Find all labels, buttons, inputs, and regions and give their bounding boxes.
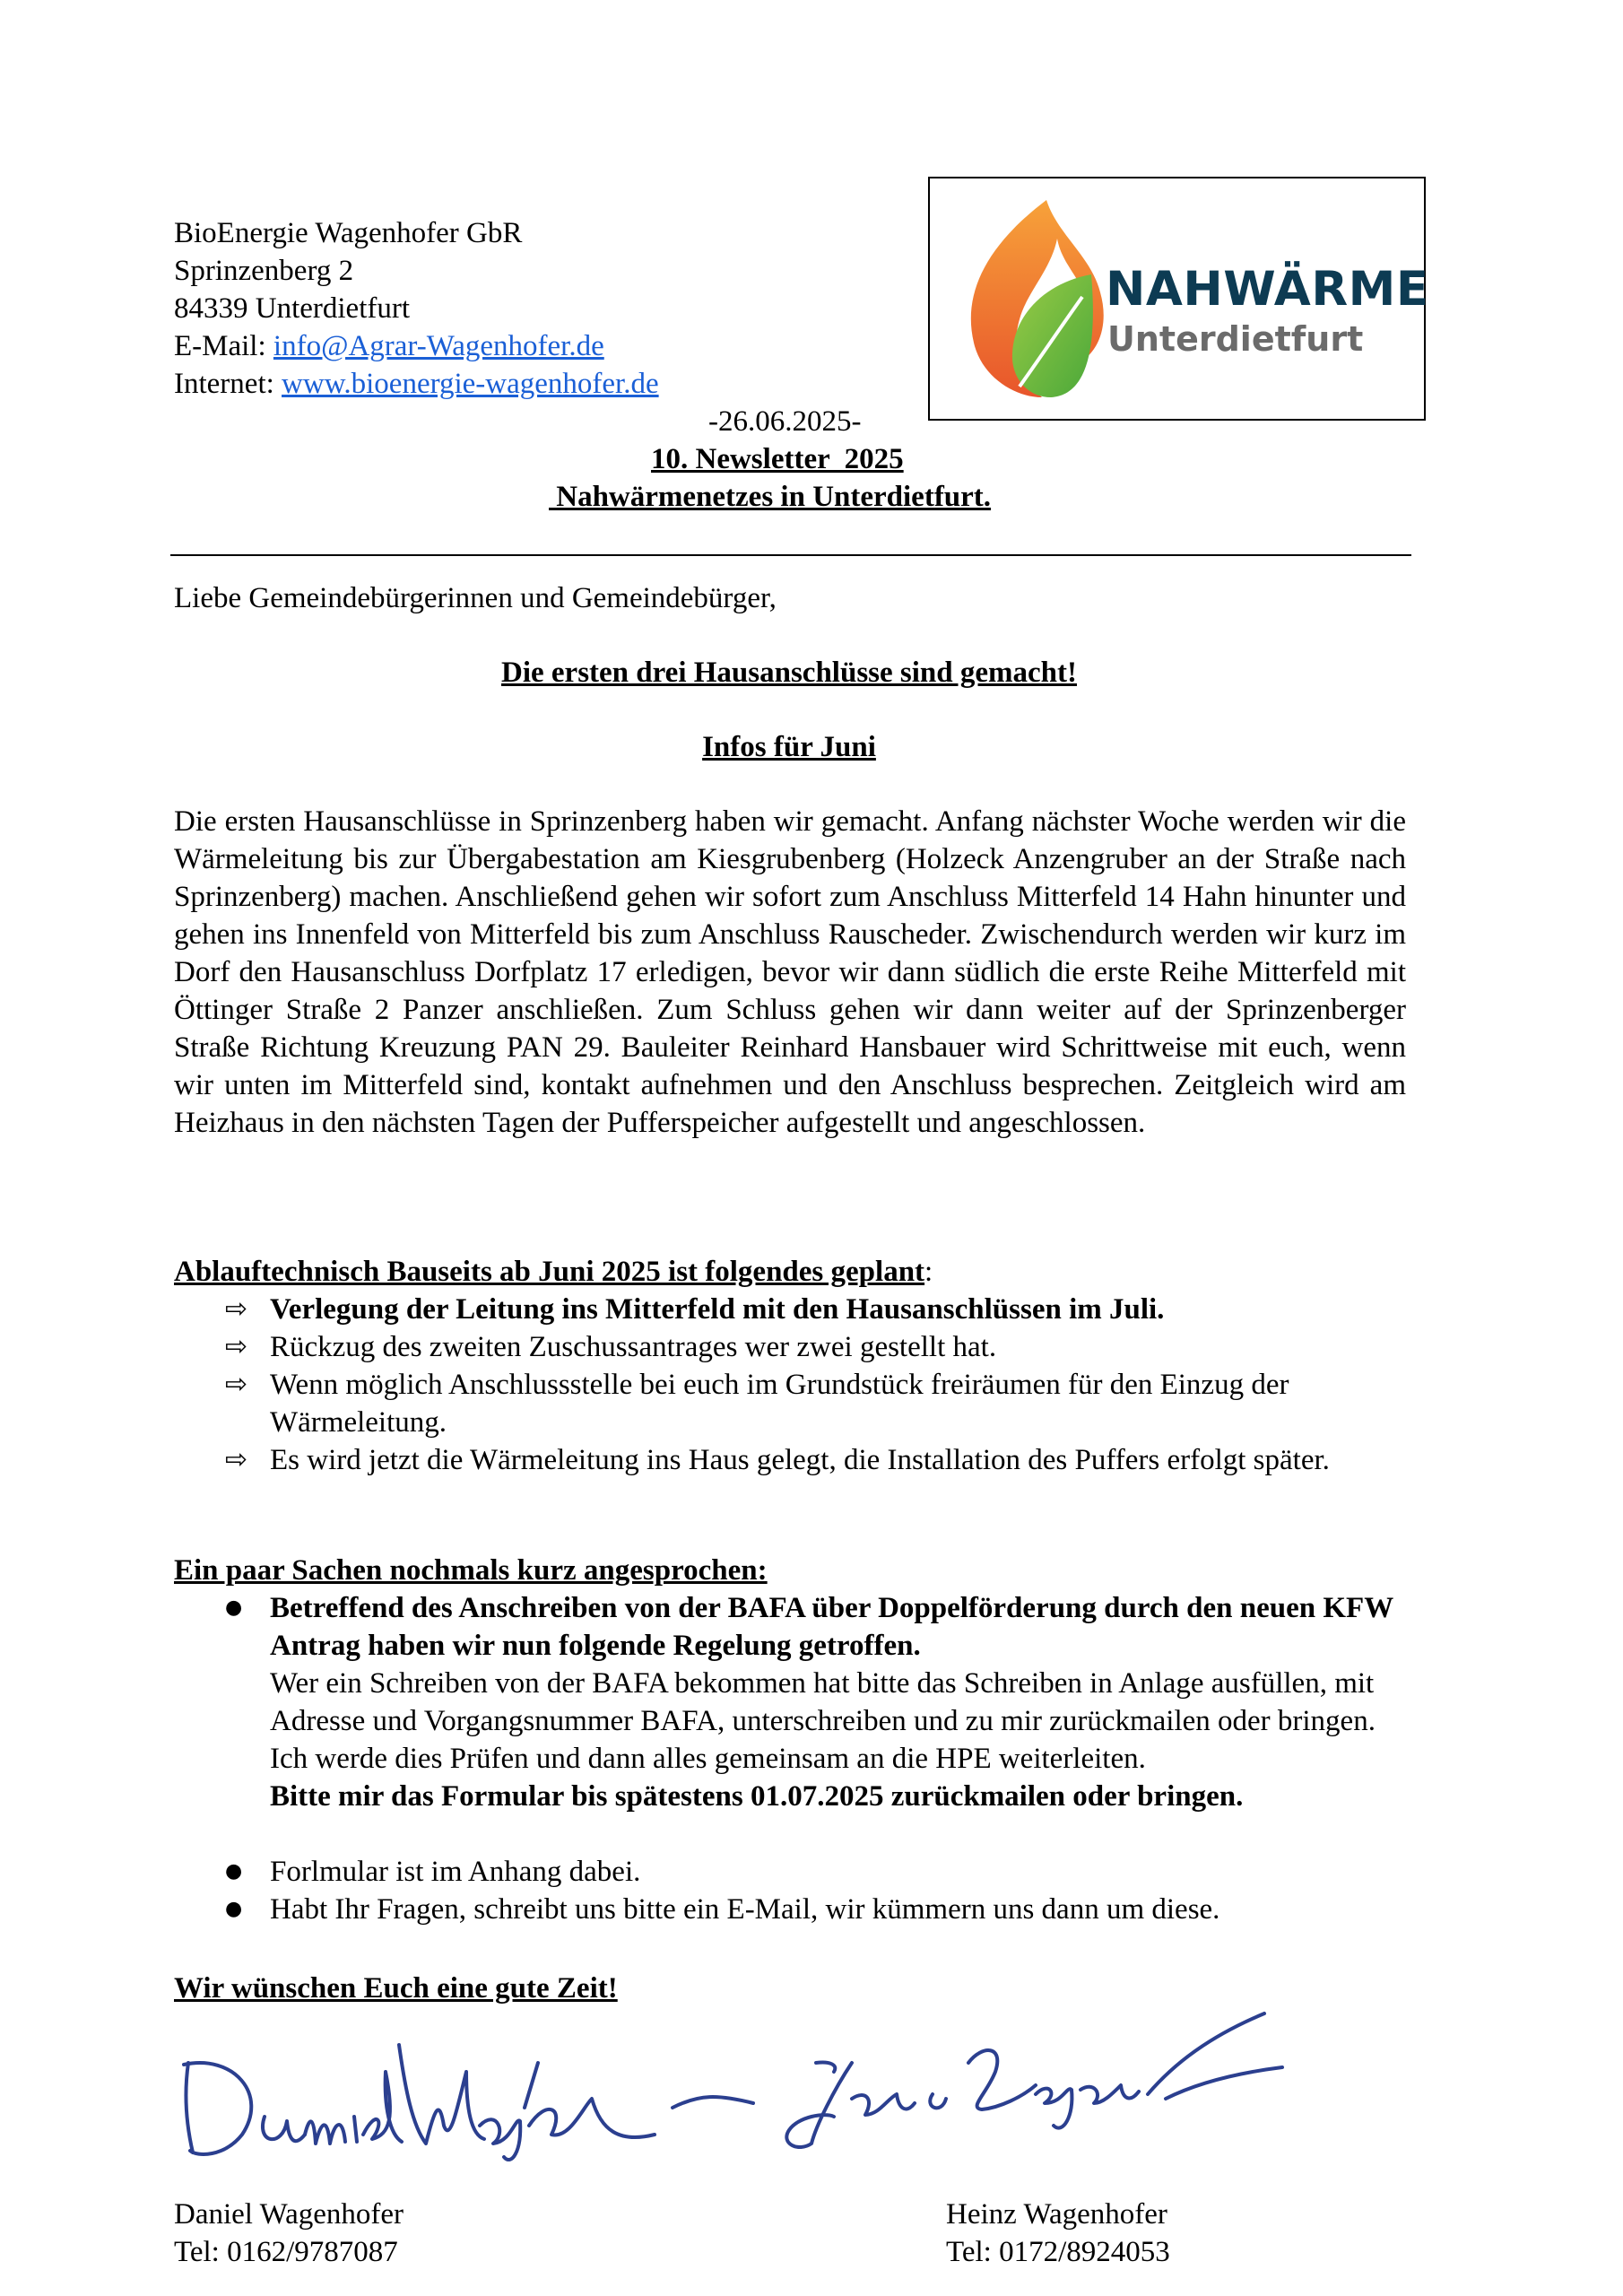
signatory-tel: Tel: 0172/8924053 bbox=[946, 2236, 1170, 2268]
bafa-instructions: Wer ein Schreiben von der BAFA bekommen hat bitte das Schreiben in Anlage ausfüllen, mit Adresse und Vorgangsnummer BAFA, unterschreiben und zu mir zurückmailen oder bringen. bbox=[270, 1667, 1376, 1737]
plan-heading-colon: : bbox=[924, 1256, 933, 1288]
bafa-forward-note: Ich werde dies Prüfen und dann alles gemeinsam an die HPE weiterleiten. bbox=[270, 1743, 1146, 1775]
signatory-tel: Tel: 0162/9787087 bbox=[174, 2236, 398, 2268]
logo bbox=[928, 177, 1429, 421]
company-name: BioEnergie Wagenhofer GbR bbox=[174, 217, 523, 249]
email-label: E-Mail: bbox=[174, 330, 273, 362]
newsletter-subject: Nahwärmenetzes in Unterdietfurt. bbox=[549, 481, 992, 513]
signatory-name: Heinz Wagenhofer bbox=[946, 2198, 1167, 2231]
newsletter-number: 10. Newsletter 2025 bbox=[651, 443, 904, 475]
body-paragraph: Die ersten Hausanschlüsse in Sprinzenberg haben wir gemacht. Anfang nächster Woche werden wir die Wärmeleitung bis zur Übergabestation am Kiesgrubenberg (Holzeck Anzengruber an der Straße nach Sprinzenberg) machen. Anschließend gehen wir sofort zum Anschluss Mitterfeld 14 Hahn hinunter und gehen ins Innenfeld von Mitterfeld bis zum Anschluss Rauscheder. Zwischendurch werden wir kurz im Dorf den Hausanschluss Dorfplatz 17 erledigen, bevor wir dann südlich die erste Reihe Mitterfeld mit Öttinger Straße 2 Panzer anschließen. Zum Schluss gehen wir dann weiter auf der Sprinzenberger Straße Richtung Kreuzung PAN 29. Bauleiter Reinhard Hansbauer wird Schrittweise mit euch, wenn wir unten im Mitterfeld sind, kontakt aufnehmen und den Anschluss besprechen. Zeitgleich wird am Heizhaus in den nächsten Tagen der Pufferspeicher aufgestellt und angeschlossen. bbox=[174, 805, 1406, 1139]
headline: Die ersten drei Hausanschlüsse sind gemacht! bbox=[501, 657, 1077, 689]
handwritten-signatures bbox=[170, 2009, 1300, 2179]
bafa-deadline: Bitte mir das Formular bis spätestens 01.07.2025 zurückmailen oder bringen. bbox=[270, 1780, 1244, 1813]
logo-title: NAHWÄRME bbox=[1106, 262, 1429, 317]
bafa-bold-text: Betreffend des Anschreiben von der BAFA über Doppelförderung durch den neuen KFW Antrag haben wir nun folgende Regelung getroffen. bbox=[270, 1592, 1393, 1662]
web-link[interactable]: www.bioenergie-wagenhofer.de bbox=[282, 368, 659, 400]
signatory-name: Daniel Wagenhofer bbox=[174, 2198, 404, 2231]
plan-heading-text: Ablauftechnisch Bauseits ab Juni 2025 ist folgendes geplant bbox=[174, 1256, 925, 1288]
questions-text: Habt Ihr Fragen, schreibt uns bitte ein E-Mail, wir kümmern uns dann um diese. bbox=[270, 1893, 1220, 1926]
bafa-item bbox=[270, 1589, 1418, 1815]
arrow-right-outline-icon: ⇨ bbox=[225, 1331, 248, 1362]
greeting: Liebe Gemeindebürgerinnen und Gemeindebürger, bbox=[174, 582, 777, 614]
letter-date: -26.06.2025- bbox=[708, 405, 862, 438]
plan-item-text: Verlegung der Leitung ins Mitterfeld mit den Hausanschlüssen im Juli. bbox=[270, 1293, 1165, 1326]
form-attached-text: Forlmular ist im Anhang dabei. bbox=[270, 1856, 641, 1888]
sender-address bbox=[174, 214, 981, 403]
web-line bbox=[174, 365, 981, 403]
logo-subtitle: Unterdietfurt bbox=[1107, 319, 1364, 359]
divider bbox=[170, 554, 1411, 556]
plan-item-text: Rückzug des zweiten Zuschussantrages wer zwei gestellt hat. bbox=[270, 1331, 997, 1363]
points-heading: Ein paar Sachen nochmals kurz angesprochen: bbox=[174, 1554, 768, 1587]
bullet-icon: ● bbox=[225, 1898, 243, 1920]
closing-line: Wir wünschen Euch eine gute Zeit! bbox=[174, 1972, 618, 2005]
bullet-icon: ● bbox=[225, 1596, 243, 1619]
arrow-right-outline-icon: ⇨ bbox=[225, 1369, 248, 1400]
plan-item-text: Es wird jetzt die Wärmeleitung ins Haus gelegt, die Installation des Puffers erfolgt später. bbox=[270, 1444, 1330, 1476]
email-link[interactable]: info@Agrar-Wagenhofer.de bbox=[273, 330, 604, 362]
street: Sprinzenberg 2 bbox=[174, 255, 354, 287]
arrow-right-outline-icon: ⇨ bbox=[225, 1293, 248, 1325]
flame-leaf-icon bbox=[957, 198, 1109, 400]
bullet-icon: ● bbox=[225, 1860, 243, 1883]
plan-heading bbox=[174, 1253, 933, 1291]
section-title: Infos für Juni bbox=[702, 731, 876, 763]
web-label: Internet: bbox=[174, 368, 282, 400]
plan-item-text: Wenn möglich Anschlussstelle bei euch im Grundstück freiräumen für den Einzug der Wärmeleitung. bbox=[270, 1369, 1289, 1439]
city: 84339 Unterdietfurt bbox=[174, 292, 411, 325]
arrow-right-outline-icon: ⇨ bbox=[225, 1444, 248, 1475]
email-line bbox=[174, 327, 981, 365]
